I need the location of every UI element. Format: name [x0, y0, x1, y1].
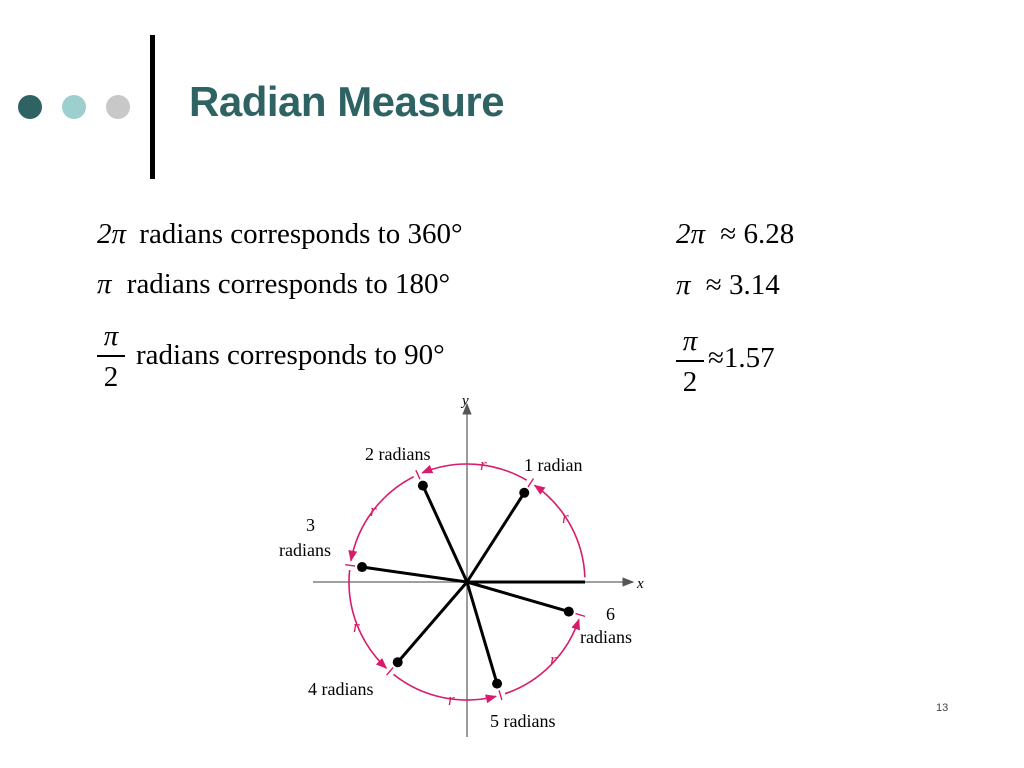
page-number: 13	[936, 702, 949, 714]
slide-title: Radian Measure	[189, 78, 505, 125]
approx-number: ≈ 3.14	[705, 269, 780, 301]
ray-endpoint	[519, 488, 529, 498]
statement-text: radians corresponds to 90°	[136, 339, 445, 371]
arc-segment	[394, 674, 496, 700]
x-axis-label: x	[637, 576, 644, 592]
label-3-radians-word: radians	[279, 540, 331, 560]
arc-tick	[387, 668, 394, 676]
label-3-radians-number: 3	[306, 515, 315, 535]
radius-ray	[423, 486, 467, 582]
ray-endpoint	[492, 679, 502, 689]
arc-segment	[535, 485, 585, 577]
ray-endpoint	[564, 607, 574, 617]
statement-value: 2π	[97, 218, 127, 250]
arc-r-label: r	[480, 455, 487, 474]
statement-text: radians corresponds to 360°	[139, 218, 463, 250]
arc-r-label: r	[562, 508, 569, 527]
arc-r-label: r	[550, 650, 557, 669]
label-1-radian: 1 radian	[524, 455, 583, 475]
label-6-radians-word: radians	[580, 627, 632, 647]
arc-r-label: r	[448, 690, 455, 709]
arc-segment	[422, 464, 527, 480]
ray-endpoint	[357, 562, 367, 572]
statement-value: π	[97, 268, 112, 300]
label-5-radians: 5 radians	[490, 711, 556, 731]
approx-number: ≈1.57	[708, 342, 775, 374]
ray-endpoint	[418, 481, 428, 491]
approx-value: π	[676, 269, 691, 301]
label-2-radians: 2 radians	[365, 444, 431, 464]
radius-ray	[467, 493, 524, 582]
radius-ray	[467, 582, 569, 612]
approx-number: ≈ 6.28	[720, 218, 795, 250]
arc-tick	[575, 614, 585, 617]
arc-r-label: r	[370, 501, 377, 520]
arc-tick	[416, 470, 420, 479]
fraction-denominator: 2	[103, 361, 119, 393]
label-6-radians-number: 6	[606, 604, 615, 624]
arc-segment	[351, 477, 414, 561]
arc-tick	[345, 565, 355, 566]
arc-tick	[528, 478, 533, 486]
statement-text: radians corresponds to 180°	[126, 268, 451, 300]
fraction-numerator: π	[682, 325, 698, 357]
approx-value: 2π	[676, 218, 706, 250]
radius-ray	[398, 582, 467, 662]
fraction-denominator: 2	[682, 366, 698, 398]
arc-segment	[505, 619, 579, 693]
y-axis-label: y	[462, 393, 469, 409]
ray-endpoint	[393, 657, 403, 667]
arc-r-label: r	[353, 617, 360, 636]
radius-ray	[467, 582, 497, 684]
arc-tick	[499, 690, 502, 700]
fraction-numerator: π	[103, 320, 119, 352]
label-4-radians: 4 radians	[308, 679, 374, 699]
radius-ray	[362, 567, 467, 582]
